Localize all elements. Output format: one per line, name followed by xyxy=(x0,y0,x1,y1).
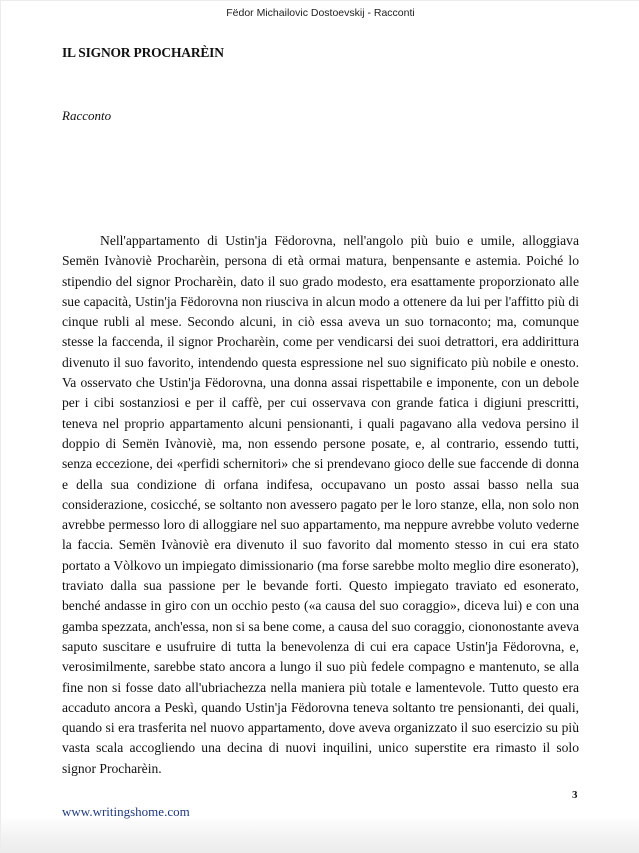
story-subtitle: Racconto xyxy=(62,108,112,123)
running-header: Fëdor Michailovic Dostoevskij - Racconti xyxy=(226,7,415,19)
website-link[interactable]: www.writingshome.com xyxy=(62,804,190,819)
page-number: 3 xyxy=(572,789,578,801)
story-title: IL SIGNOR PROCHARÈIN xyxy=(62,45,224,60)
body-paragraph: Nell'appartamento di Ustin'ja Fëdorovna, nell'angolo più buio e umile, alloggiava Semën Ivànoviè Procharèin, persona di età ormai matura, benpensante e astemia. Poiché lo stipendio del signor Procharèin, dato il suo grado modesto, era esattamente proporzionato alle sue capacità, Ustin'ja Fëdorovna non riusciva in alcun modo a ottenere da lui per l'affitto più di cinque rubli al mese. Secondo alcuni, in ciò essa aveva un suo tornaconto; ma, comunque stesse la faccenda, il signor Procharèin, come per vendicarsi dei suoi detrattori, era addirittura divenuto il suo favorito, intendendo questa espressione nel suo significato più nobile e onesto. Va osservato che Ustin'ja Fëdorovna, una donna assai rispettabile e imponente, con un debole per i cibi sostanziosi e per il caffè, per cui osservava con grande fatica i digiuni prescritti, teneva nel proprio appartamento alcuni pensionanti, i quali pagavano alla vedova persino il doppio di Semën Ivànoviè, ma, non essendo persone posate, e, al contrario, essendo tutti, senza eccezione, dei «perfidi schernitori» che si prendevano gioco delle sue faccende di donna e della sua condizione di orfana indifesa, occupavano un posto assai basso nella sua considerazione, cosicché, se soltanto non avessero pagato per le loro stanze, ella, non solo non avrebbe permesso loro di alloggiare nel suo appartamento, ma neppure avrebbe voluto vederne la faccia. Semën Ivànoviè era divenuto il suo favorito dal momento stesso in cui era stato portato a Vòlkovo un impiegato dimissionario (ma forse sarebbe molto meglio dire esonerato), traviato dalla sua passione per le bevande forti. Questo impiegato traviato ed esonerato, benché andasse in giro con un occhio pesto («a causa del suo coraggio», diceva lui) e con una gamba spezzata, anch'essa, non si sa bene come, a causa del suo coraggio, ciononostante aveva saputo suscitare e usufruire di tutta la benevolenza di cui era capace Ustin'ja Fëdorovna, e, verosimilmente, sarebbe stato ancora a lungo il suo più fedele compagno e mantenuto, se alla fine non si fosse dato all'ubriachezza nella maniera più totale e lamentevole. Tutto questo era accaduto ancora a Peskì, quando Ustin'ja Fëdorovna teneva soltanto tre pensionanti, dei quali, quando si era trasferita nel nuovo appartamento, dove aveva organizzato il suo esercizio su più vasta scala accogliendo una decina di nuovi inquilini, unico superstite era rimasto il solo signor Procharèin. xyxy=(62,233,579,776)
